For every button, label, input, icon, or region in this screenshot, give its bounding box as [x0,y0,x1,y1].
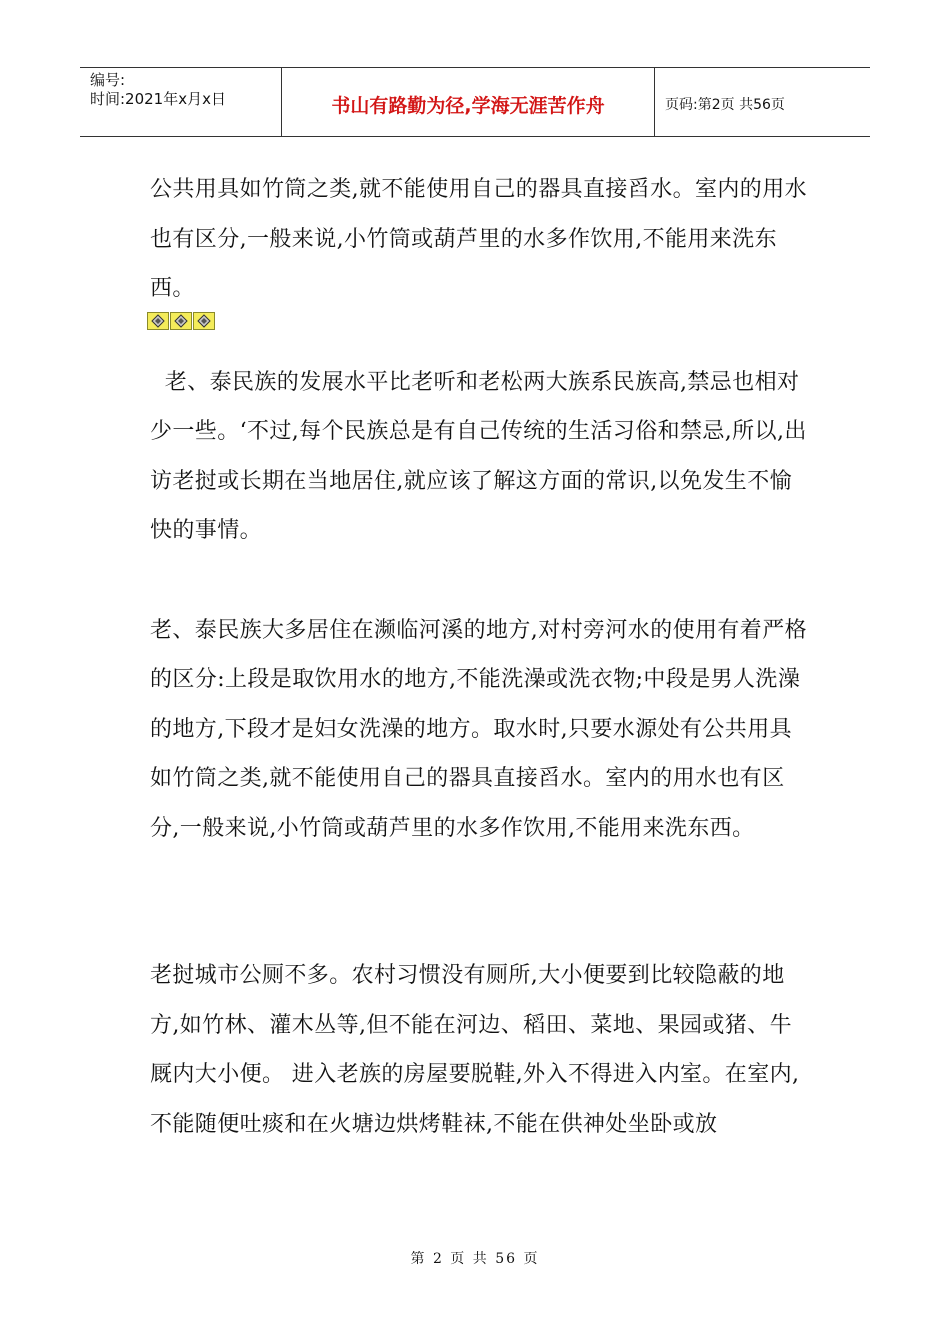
paragraph-4: 老挝城市公厕不多。农村习惯没有厕所,大小便要到比较隐蔽的地方,如竹林、灌木丛等,但不能在河边、稻田、菜地、果园或猪、牛厩内大小便。 进入老族的房屋要脱鞋,外入不得进入内室。在室内,不能随便吐痰和在火塘边烘烤鞋袜,不能在供神处坐卧或放 [150,963,800,1137]
diamond-icon [170,312,192,330]
number-label: 编号: [90,71,126,89]
date-label: 时间:2021年x月x日 [90,90,226,108]
paragraph-2: 老、泰民族的发展水平比老听和老松两大族系民族高,禁忌也相对少一些。‘不过,每个民族总是有自己传统的生活习俗和禁忌,所以,出访老挝或长期在当地居住,就应该了解这方面的常识,以免发生不愉快的事情。 [150,369,807,543]
diamond-icon [193,312,215,330]
page-footer: 第 2 页 共 56 页 [410,1251,540,1267]
diamond-icon [147,312,169,330]
paragraph-3: 老、泰民族大多居住在濒临河溪的地方,对村旁河水的使用有着严格的区分:上段是取饮用水的地方,不能洗澡或洗衣物;中段是男人洗澡的地方,下段才是妇女洗澡的地方。取水时,只要水源处有公共用具如竹筒之类,就不能使用自己的器具直接舀水。室内的用水也有区分,一般来说,小竹筒或葫芦里的水多作饮用,不能用来洗东西。 [150,617,807,841]
document-body [150,165,810,1149]
header-page-label: 页码:第2页 共56页 [665,97,785,113]
header-meta [80,68,282,136]
page-header [80,67,870,137]
paragraph-1: 公共用具如竹筒之类,就不能使用自己的器具直接舀水。室内的用水也有区分,一般来说,小竹筒或葫芦里的水多作饮用,不能用来洗东西。 [150,177,807,301]
spacer [150,853,810,951]
header-motto: 书山有路勤为径,学海无涯苦作舟 [282,68,655,136]
spacer [150,556,810,606]
ornament-icons [147,312,810,334]
